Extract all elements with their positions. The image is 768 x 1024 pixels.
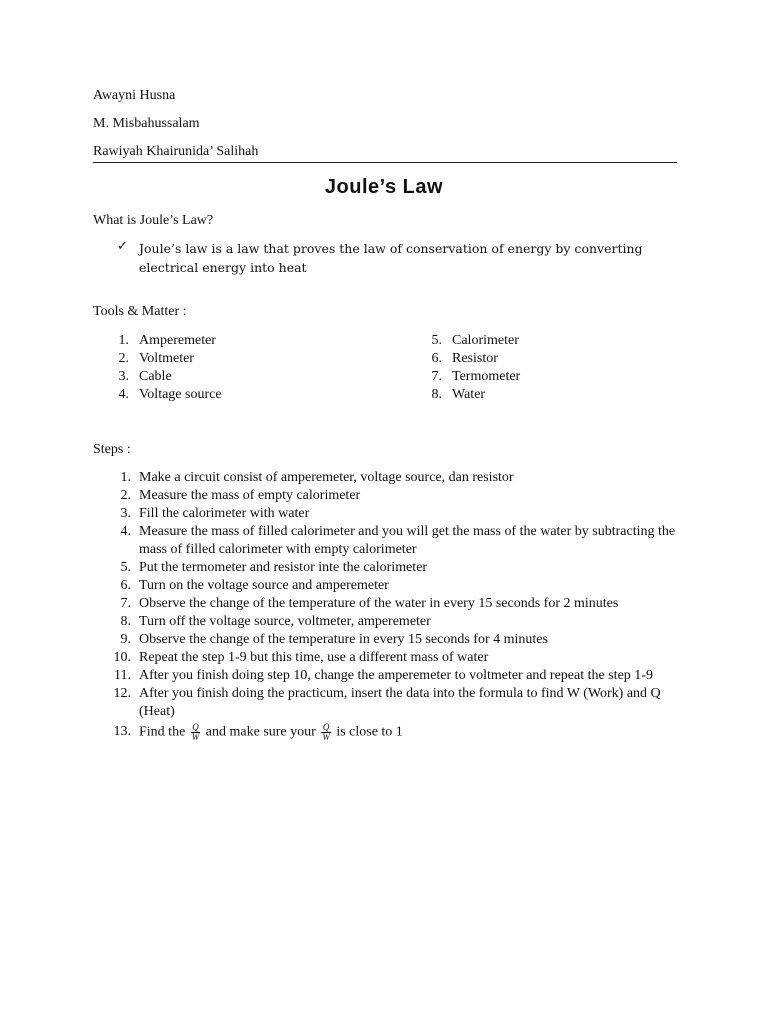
list-item-text: Voltage source — [139, 387, 222, 402]
step-number: 11. — [114, 668, 131, 683]
tools-list-right — [422, 332, 662, 404]
list-item-text: Amperemeter — [139, 333, 216, 348]
list-item-text: Water — [452, 387, 486, 402]
step-text-part: and make sure your — [205, 724, 316, 740]
step-text: Repeat the step 1-9 but this time, use a different mass of water — [139, 650, 489, 665]
fraction-denominator: W — [322, 732, 330, 742]
list-item — [422, 386, 662, 404]
step-text: Measure the mass of filled calorimeter and you will get the mass of the water by subtracting the mass of filled calorimeter with empty calorimeter — [139, 524, 676, 557]
step-number: 9. — [120, 632, 131, 647]
list-item-text: Calorimeter — [452, 333, 519, 348]
step-text: Turn on the voltage source and amperemeter — [139, 578, 389, 593]
step-number: 8. — [120, 614, 131, 629]
fraction-numerator: Q — [192, 722, 199, 732]
author-2: M. Misbahussalam — [93, 116, 200, 131]
step-text: Observe the change of the temperature of the water in every 15 seconds for 2 minutes — [139, 596, 619, 611]
list-item-number: 3. — [118, 369, 129, 384]
list-item — [109, 386, 369, 404]
step-number: 12. — [113, 686, 131, 701]
header-divider — [93, 162, 677, 163]
step-number: 2. — [120, 488, 131, 503]
list-item-text: Resistor — [452, 351, 498, 366]
step-number: 6. — [120, 578, 131, 593]
list-item — [93, 487, 683, 505]
author-1: Awayni Husna — [93, 88, 176, 103]
question-heading: What is Joule’s Law? — [93, 213, 214, 228]
list-item-text: Termometer — [452, 369, 521, 384]
list-item — [93, 505, 683, 523]
answer-text: Joule’s law is a law that proves the law of conservation of energy by converting electrical energy into heat — [139, 241, 643, 275]
steps-list — [93, 469, 683, 742]
author-3: Rawiyah Khairunida’ Salihah — [93, 144, 259, 159]
list-item — [93, 723, 683, 742]
list-item-number: 8. — [431, 387, 442, 402]
step-text: Observe the change of the temperature in every 15 seconds for 4 minutes — [139, 632, 548, 647]
list-item — [93, 685, 683, 721]
step-number: 3. — [120, 506, 131, 521]
step-number: 4. — [120, 524, 131, 539]
list-item — [109, 368, 369, 386]
list-item-number: 5. — [431, 333, 442, 348]
page-title: Joule’s Law — [324, 176, 444, 198]
list-item-number: 4. — [118, 387, 129, 402]
list-item — [93, 595, 683, 613]
steps-heading: Steps : — [93, 442, 131, 457]
step-number: 7. — [120, 596, 131, 611]
list-item — [93, 523, 683, 559]
list-item — [93, 667, 683, 685]
list-item-number: 2. — [118, 351, 129, 366]
step-number: 10. — [113, 650, 131, 665]
tools-list-left — [109, 332, 369, 404]
list-item — [422, 368, 662, 386]
list-item — [422, 332, 662, 350]
step-text: Fill the calorimeter with water — [139, 506, 310, 521]
step-number: 1. — [120, 470, 131, 485]
step-number: 13. — [113, 724, 131, 739]
fraction-denominator: W — [191, 732, 200, 742]
step-text: After you finish doing the practicum, insert the data into the formula to find W (Work) and Q (Heat) — [139, 686, 661, 719]
q-over-w-fraction — [191, 723, 201, 742]
list-item — [422, 350, 662, 368]
step-number: 5. — [120, 560, 131, 575]
step-text: After you finish doing step 10, change the amperemeter to voltmeter and repeat the step 1-9 — [139, 668, 653, 683]
list-item-text: Voltmeter — [139, 351, 194, 366]
list-item-number: 6. — [431, 351, 442, 366]
list-item — [93, 469, 683, 487]
tools-heading: Tools & Matter : — [93, 304, 187, 319]
q-over-w-fraction — [321, 723, 331, 742]
fraction-numerator: Q — [322, 722, 330, 732]
list-item-number: 7. — [431, 369, 442, 384]
list-item — [109, 332, 369, 350]
list-item — [93, 613, 683, 631]
step-text-part: is close to 1 — [336, 724, 403, 740]
step-text: Put the termometer and resistor inte the calorimeter — [139, 560, 428, 575]
list-item — [93, 577, 683, 595]
check-mark-icon: ✓ — [117, 239, 128, 254]
step-text: Measure the mass of empty calorimeter — [139, 488, 361, 503]
list-item-text: Cable — [139, 369, 172, 384]
list-item — [93, 559, 683, 577]
step-text-part: Find the — [139, 724, 186, 740]
step-text: Turn off the voltage source, voltmeter, amperemeter — [139, 614, 431, 629]
list-item — [93, 631, 683, 649]
step-text — [139, 723, 683, 742]
list-item — [93, 649, 683, 667]
list-item — [109, 350, 369, 368]
list-item-number: 1. — [118, 333, 129, 348]
step-text: Make a circuit consist of amperemeter, voltage source, dan resistor — [139, 470, 514, 485]
